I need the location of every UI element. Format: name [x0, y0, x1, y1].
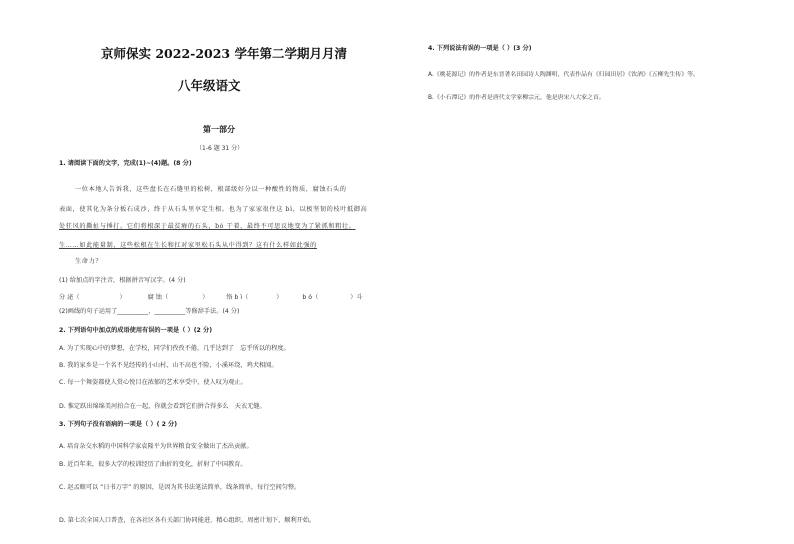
- q3-option-a: A. 培育杂交水稻的中国科学家袁隆平为世界粮食安全做出了杰出贡献。: [59, 443, 253, 450]
- q1-sub1: (1) 给加点的字注音，根据拼音写汉字。(4 分): [59, 277, 186, 284]
- q1-fill-row: 分 泌（ ） 腐 蚀（ ） 络 b ì（ ） b ó（ ）斗: [59, 294, 363, 301]
- part-range: （1-6 题 31 分）: [196, 145, 244, 152]
- q4-option-b: B.《小石潭记》的作者是唐代文学家柳宗元，他是唐宋八大家之首。: [428, 95, 605, 101]
- q2-option-b: B. 我的家乡是一个名不见经传的小山村，山不高也不险，小溪环绕，鸡犬相闻。: [59, 362, 278, 369]
- fill-item-1: 分 泌（: [59, 294, 80, 301]
- q3-option-b: B. 近百年来，很多大学的校训经历了曲折的变化，折射了中国教育。: [59, 461, 247, 468]
- q1-stem: 1. 请阅读下面的文字，完成(1)~(4)题。(8 分): [59, 160, 192, 167]
- q1-passage-line: 生命力？: [75, 258, 103, 265]
- part-title: 第一部分: [203, 125, 235, 134]
- fill-item-3: 络 b ì（: [226, 294, 249, 301]
- q1-passage-line: 一位本地人告诉我，这些盘长在石缝里的松树，根部级好分以一种酸性的物质，腐蚀石头的: [75, 186, 347, 193]
- document-title: 京师保实 2022-2023 学年第二学期月月清: [101, 46, 347, 61]
- q3-option-c: C. 赵孟頫可以 “日书万字” 的原因，是因为其书法笔法简单，线条简单，每行空间匀整。: [59, 484, 301, 491]
- fill-item-2: 腐 蚀（: [147, 294, 169, 301]
- document-subtitle: 八年级语文: [178, 78, 241, 93]
- q1-passage-line-underlined: 处狂风的撕扯与捶打。它们将根深于最贫瘠的石头，bó 干着，最终不可思议地变为了紧抓和粗壮。: [59, 223, 356, 230]
- q2-stem: 2. 下列语句中加点的成语使用有误的一项是（ ）(2 分): [59, 327, 213, 334]
- q1-passage-line-underlined: 生……如此能量制，这些松根在生长和扛对家里松石头从中得到？这有什么样如此强的: [59, 242, 317, 249]
- q4-option-a: A.《桃花源记》的作者是东晋著名田园诗人陶渊明，代表作品有《归园田居》《饮酒》《五柳先生传》等。: [428, 72, 699, 78]
- q1-sub2: (2)画线的句子运用了__________、__________等修辞手法。(4 分): [59, 308, 240, 315]
- q3-option-d: D. 第七次全国人口普查，在各社区各有关部门协同能进、精心组织、周密计划下，顺利开始。: [59, 517, 316, 524]
- q3-stem: 3. 下列句子没有语病的一项是（ ）( 2 分): [59, 421, 178, 428]
- q1-passage-line: 表面，使其化为条分板石成沙，终于从石头里享定生根。也为了家家很住这 bì，以极坚韧的枝叶抵御高: [59, 206, 368, 213]
- q2-option-a: A. 为了实现心中的梦想，在学校，同学们孜孜不倦，几乎达到了 忘乎所以的程度。: [59, 345, 290, 352]
- q4-stem: 4. 下列说法有误的一项是（ ）(3 分): [428, 45, 532, 52]
- fill-item-4: b ó（: [302, 294, 319, 301]
- q2-option-c: C. 每一个舞姿都使人赏心悦目在浓郁的艺术享受中，使人叹为观止。: [59, 379, 247, 386]
- q2-option-d: D. 惟定跃出绵绵美河拍合在一起，你就会看到它们拼合得多么 天衣无缝。: [59, 403, 266, 410]
